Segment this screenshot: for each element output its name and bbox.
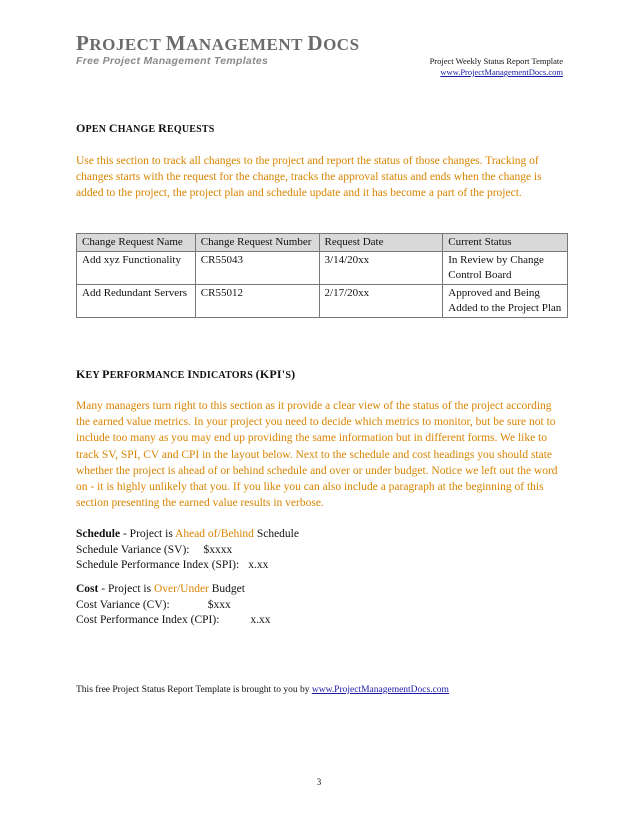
column-header: Change Request Name: [77, 234, 196, 252]
schedule-line: Schedule - Project is Ahead of/Behind Schedule: [76, 528, 299, 540]
table-cell: Add xyz Functionality: [77, 252, 196, 285]
table-cell: CR55043: [195, 252, 319, 285]
cpi-line: Cost Performance Index (CPI): x.xx: [76, 614, 271, 626]
table-cell: 3/14/20xx: [319, 252, 443, 285]
table-cell: In Review by Change Control Board: [443, 252, 568, 285]
cost-block: [76, 582, 271, 629]
table-cell: Approved and Being Added to the Project Plan: [443, 285, 568, 318]
cost-line: Cost - Project is Over/Under Budget: [76, 583, 245, 595]
schedule-status: Ahead of/Behind: [175, 528, 254, 540]
table-row: [77, 252, 568, 285]
cv-line: Cost Variance (CV): $xxx: [76, 598, 231, 611]
footer: This free Project Status Report Template is brought to you by www.ProjectManagementDocs.com: [76, 685, 449, 695]
logo-title: PROJECT MANAGEMENT DOCS: [76, 31, 360, 55]
document-header: [430, 56, 563, 78]
cv-value: $xxx: [207, 598, 231, 611]
column-header: Change Request Number: [195, 234, 319, 252]
footer-link[interactable]: www.ProjectManagementDocs.com: [311, 685, 449, 695]
document-title: Project Weekly Status Report Template: [429, 56, 563, 66]
table-header-row: [77, 234, 568, 252]
sv-value: $xxxx: [203, 543, 233, 556]
sv-line: Schedule Variance (SV): $xxxx: [76, 543, 233, 556]
table-cell: Add Redundant Servers: [77, 285, 196, 318]
cpi-value: x.xx: [250, 614, 271, 626]
column-header: Request Date: [319, 234, 443, 252]
header-link[interactable]: www.ProjectManagementDocs.com: [440, 67, 563, 77]
page-number: 3: [316, 777, 322, 787]
schedule-label: Schedule: [76, 528, 121, 540]
change-requests-table: [76, 233, 568, 318]
logo-subtitle: Free Project Management Templates: [76, 55, 269, 67]
schedule-block: [76, 527, 299, 574]
table-cell: CR55012: [195, 285, 319, 318]
logo: [76, 33, 360, 67]
cost-status: Over/Under: [153, 583, 209, 595]
change-requests-description: Use this section to track all changes to the project and report the status of those changes. Tracking of changes starts with the request for the change, tracks the approval status and ends when the change is added to the project, the project plan and schedule update and it has become a part of the project.: [76, 155, 542, 200]
cost-label: Cost: [76, 583, 99, 595]
column-header: Current Status: [443, 234, 568, 252]
table-row: [77, 285, 568, 318]
spi-value: x.xx: [248, 559, 269, 571]
kpi-description: Many managers turn right to this section as it provide a clear view of the status of the project according the earned value metrics. In your project you need to decide which metrics to monitor, but be sure not to include too many as you may end up providing the same information but in different forms. We like to track SV, SPI, CV and CPI in the layout below. Next to the schedule and cost headings you should state whether the project is ahead of or behind schedule and over or under budget. Notice we left out the word on - it is highly unlikely that you. If you like you can also include a paragraph at the beginning of this section presenting the earned value results in verbose.: [76, 400, 558, 510]
kpi-heading: KEY PERFORMANCE INDICATORS (KPI'S): [76, 367, 296, 381]
spi-line: Schedule Performance Index (SPI): x.xx: [76, 559, 269, 571]
table-cell: 2/17/20xx: [319, 285, 443, 318]
change-requests-heading: OPEN CHANGE REQUESTS: [76, 121, 215, 135]
